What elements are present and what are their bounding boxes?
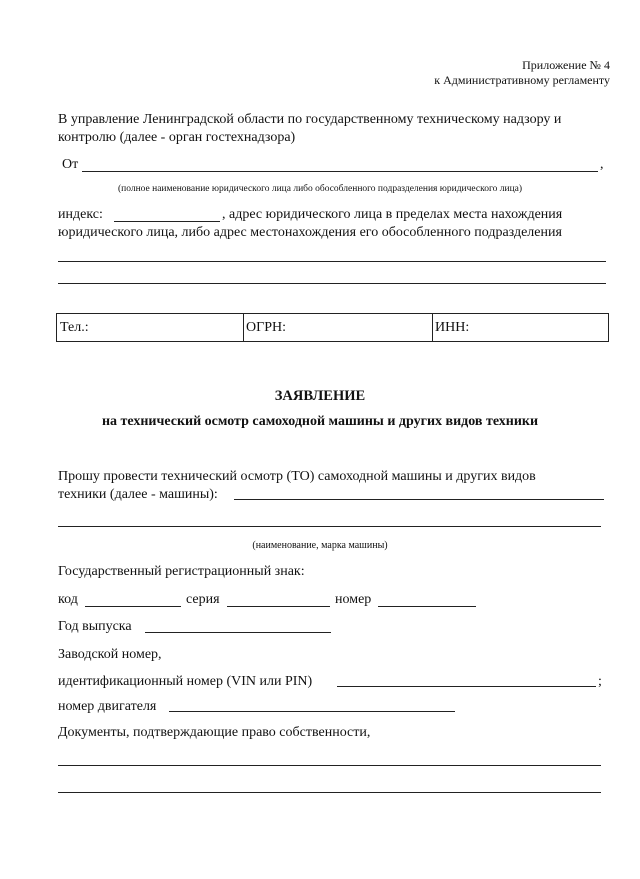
ogrn-cell[interactable]: ОГРН: [246, 320, 286, 335]
appendix-line-1: Приложение № 4 [522, 58, 610, 72]
from-caption: (полное наименование юридического лица либо обособленного подразделения юридического лица) [117, 184, 523, 194]
number-fill-line[interactable] [378, 606, 476, 607]
machine-fill-line-1[interactable] [234, 499, 604, 500]
code-fill-line[interactable] [85, 606, 181, 607]
year-fill-line[interactable] [145, 632, 331, 633]
address-fill-line-2[interactable] [58, 283, 606, 284]
document-subtitle: на технический осмотр самоходной машины и других видов техники [101, 414, 539, 429]
from-fill-line[interactable] [82, 171, 598, 172]
address-fill-line-1[interactable] [58, 261, 606, 262]
index-fill-line[interactable] [114, 221, 220, 222]
ownership-docs-label: Документы, подтверждающие право собственности, [58, 725, 371, 740]
request-line-1: Прошу провести технический осмотр (ТО) самоходной машины и других видов [58, 469, 536, 484]
ownership-fill-line-2[interactable] [58, 792, 601, 793]
vin-fill-line[interactable] [337, 686, 596, 687]
phone-cell[interactable]: Тел.: [60, 320, 89, 335]
from-trailing-comma: , [600, 157, 604, 172]
inn-cell[interactable]: ИНН: [435, 320, 470, 335]
appendix-line-2: к Административному регламенту [434, 73, 610, 87]
code-label: код [58, 592, 78, 607]
vin-label: идентификационный номер (VIN или PIN) [58, 674, 313, 689]
addressee-line-2: контролю (далее - орган гостехнадзора) [58, 130, 296, 145]
addressee-line-1: В управление Ленинградской области по государственному техническому надзору и [58, 112, 562, 127]
year-label: Год выпуска [58, 619, 132, 634]
engine-fill-line[interactable] [169, 711, 455, 712]
contacts-table [56, 313, 609, 342]
address-line-2: юридического лица, либо адрес местонахождения его обособленного подразделения [58, 225, 562, 240]
machine-fill-line-2[interactable] [58, 526, 601, 527]
request-line-2: техники (далее - машины): [58, 487, 218, 502]
address-line-1: , адрес юридического лица в пределах места нахождения [222, 207, 563, 222]
ownership-fill-line-1[interactable] [58, 765, 601, 766]
series-label: серия [186, 592, 220, 607]
vin-trailing: ; [598, 674, 602, 689]
reg-sign-label: Государственный регистрационный знак: [58, 564, 305, 579]
factory-number-label: Заводской номер, [58, 647, 162, 662]
number-label: номер [335, 592, 372, 607]
index-label: индекс: [58, 207, 103, 222]
engine-label: номер двигателя [58, 699, 157, 714]
from-label: От [62, 157, 79, 172]
document-title: ЗАЯВЛЕНИЕ [274, 388, 366, 404]
machine-caption: (наименование, марка машины) [252, 540, 388, 551]
series-fill-line[interactable] [227, 606, 330, 607]
